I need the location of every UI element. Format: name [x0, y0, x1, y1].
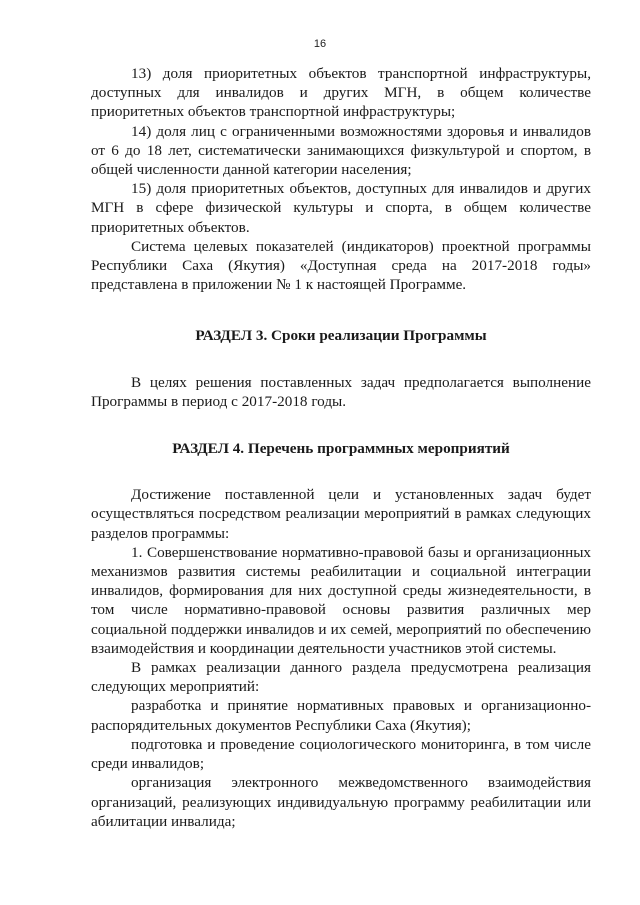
section-4-paragraph-item-1: 1. Совершенствование нормативно-правовой базы и организационных механизмов развития системы реабилитации и социальной интеграции инвалидов, формирования для них доступной среды жизнедеятельности, в том числе нормативно-правовой основы развития различных мер социальной поддержки инвалидов и их семей, мероприятий по обеспечению взаимодействия и координации деятельности участников этой системы. — [91, 543, 591, 657]
spacer — [91, 346, 591, 373]
section-4-list-item: разработка и принятие нормативных правовых и организационно-распорядительных документов Республики Саха (Якутия); — [91, 697, 591, 734]
section-4-paragraph-activities: В рамках реализации данного раздела предусмотрена реализация следующих мероприятий: — [91, 659, 591, 696]
section-4-paragraph-intro: Достижение поставленной цели и установленных задач будет осуществляться посредством реализации мероприятий в рамках следующих разделов программы: — [91, 486, 591, 542]
spacer — [91, 411, 591, 439]
paragraph-indicator-15: 15) доля приоритетных объектов, доступных для инвалидов и других МГН в сфере физической культуры и спорта, в общем количестве приоритетных объектов. — [91, 180, 591, 236]
section-4-list-item: организация электронного межведомственного взаимодействия организаций, реализующих индивидуальную программу реабилитации или абилитации инвалида; — [91, 774, 591, 830]
section-3-paragraph: В целях решения поставленных задач предполагается выполнение Программы в период с 2017-2018 годы. — [91, 373, 591, 410]
paragraph-indicator-system: Система целевых показателей (индикаторов) проектной программы Республики Саха (Якутия) «Доступная среда на 2017-2018 годы» представлена в приложении № 1 к настоящей Программе. — [91, 237, 591, 294]
page-number: 16 — [313, 38, 327, 50]
spacer — [91, 458, 591, 485]
paragraph-indicator-14: 14) доля лиц с ограниченными возможностями здоровья и инвалидов от 6 до 18 лет, систематически занимающихся физкультурой и спортом, в общей численности данной категории населения; — [91, 122, 591, 179]
section-4-heading: РАЗДЕЛ 4. Перечень программных мероприятий — [172, 440, 510, 458]
document-body — [91, 64, 591, 831]
paragraph-indicator-13: 13) доля приоритетных объектов транспортной инфраструктуры, доступных для инвалидов и других МГН, в общем количестве приоритетных объектов транспортной инфраструктуры; — [91, 65, 591, 121]
spacer — [91, 294, 591, 326]
section-3-heading: РАЗДЕЛ 3. Сроки реализации Программы — [195, 327, 487, 345]
section-4-list-item: подготовка и проведение социологического мониторинга, в том числе среди инвалидов; — [91, 735, 591, 773]
